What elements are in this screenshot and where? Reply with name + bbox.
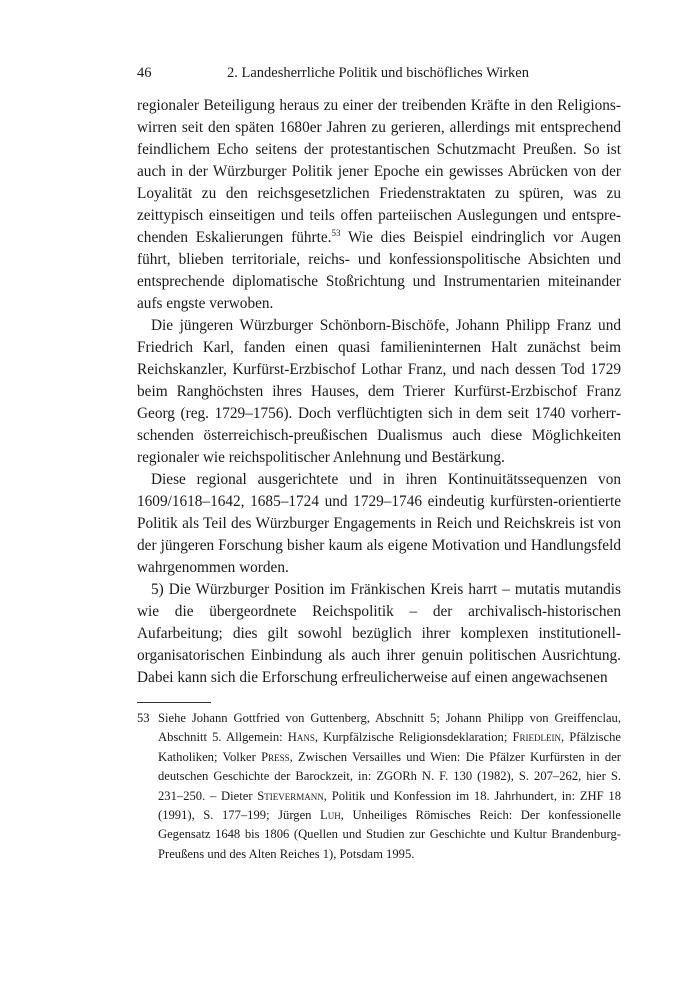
paragraph: 5) Die Würzburger Position im Fränkischen Kreis harrt – mutatis mutandis wie die übergeordnete Reichspolitik – der archivalisch-historischen Aufarbeitung; dies gilt sowohl bezüglich ihrer komplexen institutionell-organisatorischen Einbindung als auch ihrer genuin politischen Ausrichtung. Dabei kann sich die Erforschung erfreulicherweise auf einen angewachsenen — [137, 581, 621, 686]
paragraph: Die jüngeren Würzburger Schönborn-Bischöfe, Johann Philipp Franz und Friedrich Karl, fanden einen quasi familieninternen Halt zunächst beim Reichskanzler, Kurfürst-Erzbischof Lothar Franz, und nach dessen Tod 1729 beim Ranghöchsten ihres Hauses, dem Trierer Kurfürst-Erzbischof Franz Georg (reg. 1729–1756). Doch verflüchtigten sich in dem seit 1740 vorherrschenden österreichisch-preußischen Dualismus auch diese Möglichkeiten regionaler wie reichspolitischer Anlehnung und Bestärkung. — [137, 317, 621, 466]
footnote-separator — [137, 702, 211, 703]
running-head — [137, 62, 621, 84]
paragraph-text: regionaler Beteiligung heraus zu einer der treibenden Kräfte in den Religionswirren seit den späten 1680er Jahren zu gerieren, allerdings mit entsprechend feindlichem Echo seitens der protestantischen Schutzmacht Preußen. So ist auch in der Würzburger Politik jener Epoche ein gewisses Abrücken von der Loyalität zu den reichsgesetzlichen Friedenstraktaten zu spüren, was zu zeittypisch einseitigen und teils offen parteiischen Auslegungen und entsprechenden Eskalierungen führte. — [137, 97, 621, 246]
footnote-text: , Kurpfälzische Religionsdeklaration; — [314, 730, 513, 745]
paragraph: Diese regional ausgerichtete und in ihren Kontinuitätssequenzen von 1609/1618–1642, 1685–1724 und 1729–1746 eindeutig kurfürsten-orientierte Politik als Teil des Würzburger Engagements in Reich und Reichskreis ist von der jüngeren Forschung bisher kaum als eigene Motivation und Handlungsfeld wahrgenommen worden. — [137, 471, 621, 576]
author-name: Hans — [287, 730, 315, 745]
author-name: Luh — [320, 808, 341, 823]
author-name: Friedlein — [512, 730, 561, 745]
author-name: Press — [261, 749, 290, 764]
footnote-text: , Zwischen Versailles und Wien: Die Pfälzer Kurfürsten in der deutschen Geschichte der Barockzeit, in: ZGORh N. F. 130 (1982), S. 207–262, hier S. 231–250. – Dieter — [158, 749, 622, 803]
footnotes — [137, 709, 621, 864]
footnote-text: , Unheiliges Römisches Reich: Der konfessionelle Gegensatz 1648 bis 1806 (Quellen und Studien zur Geschichte und Kultur Brandenburg-Preußens und des Alten Reiches 1), Potsdam 1995. — [158, 808, 621, 861]
paragraph — [137, 95, 621, 315]
footnote-number: 53 — [137, 711, 150, 725]
author-name: Stievermann — [257, 788, 324, 803]
footnote — [137, 709, 621, 864]
footnote-reference[interactable]: 53 — [331, 228, 341, 238]
main-text — [137, 95, 621, 689]
paragraph-text: Wie dies Beispiel eindringlich vor Augen führt, blieben territoriale, reichs- und konfessionspolitische Absichten und entsprechende diplomatische Stoßrichtung und Instrumentarien miteinander aufs engste verwoben. — [137, 229, 621, 312]
footnote-text: , Politik und Konfession im 18. Jahrhundert, in: ZHF 18 (1991), S. 177–199; Jürgen — [158, 788, 622, 823]
footnote-text: , Pfälzische Katholiken; Volker — [158, 730, 621, 764]
footnote-text: Siehe Johann Gottfried von Guttenberg, Abschnitt 5; Johann Philipp von Greiffenclau, Abschnitt 5. Allgemein: — [158, 711, 621, 745]
running-head-title: 2. Landesherrliche Politik und bischöfliches Wirken — [227, 65, 529, 81]
page-number: 46 — [137, 65, 152, 81]
